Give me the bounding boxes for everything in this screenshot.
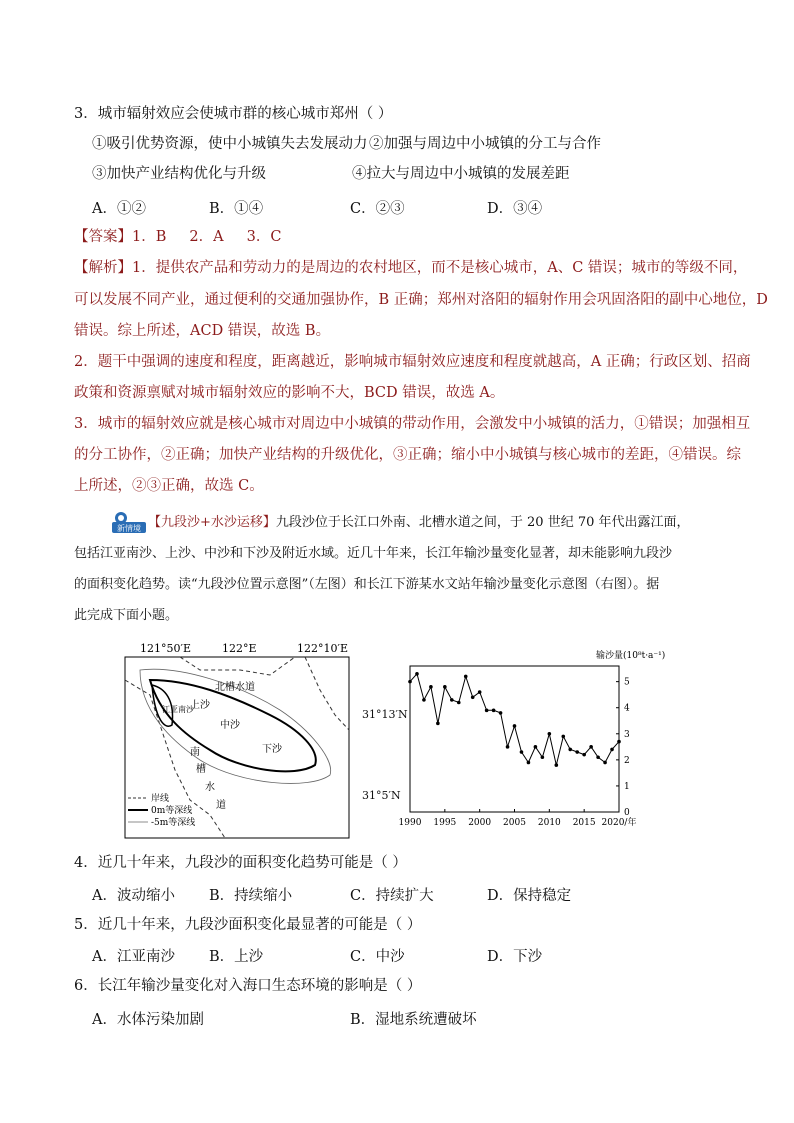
data-point bbox=[471, 695, 475, 699]
map-lat-1: 31°13′N bbox=[362, 708, 408, 721]
analysis-line-4: 2．题干中强调的速度和程度，距离越近，影响城市辐射效应速度和程度就越高，A 正确；行政区划、招商 bbox=[74, 354, 751, 370]
data-point bbox=[541, 755, 545, 759]
q3-choice-d: D．③④ bbox=[487, 201, 543, 217]
case-line-4: 此完成下面小题。 bbox=[74, 608, 179, 623]
case-line-3: 的面积变化趋势。读“九段沙位置示意图”（左图）和长江下游某水文站年输沙量变化示意图（右图）。据 bbox=[74, 577, 660, 592]
data-point bbox=[422, 698, 426, 702]
data-point bbox=[429, 685, 433, 689]
y-tick-label: 2 bbox=[624, 755, 630, 766]
new-context-badge-icon bbox=[112, 511, 146, 533]
map-lon-1: 121°50′E bbox=[140, 642, 192, 655]
y-tick-label: 4 bbox=[624, 703, 630, 714]
data-point bbox=[457, 701, 461, 705]
q4-choice-b: B．持续缩小 bbox=[209, 888, 293, 904]
map-label-xiasha: 下沙 bbox=[262, 744, 282, 755]
x-tick-label: 2020/年 bbox=[601, 818, 637, 828]
y-tick-label: 1 bbox=[624, 781, 630, 792]
y-tick-label: 3 bbox=[624, 729, 630, 740]
data-point bbox=[499, 711, 503, 715]
analysis-line-1 bbox=[74, 258, 747, 278]
analysis-line-6: 3．城市的辐射效应就是核心城市对周边中小城镇的带动作用，会激发中小城镇的活力，①错误；加强相互 bbox=[74, 416, 751, 432]
map-label-south-2: 槽 bbox=[196, 764, 206, 775]
analysis-label: 【解析】 bbox=[74, 260, 132, 276]
case-line-2: 包括江亚南沙、上沙、中沙和下沙及附近水域。近几十年来，长江年输沙量变化显著，却未能影响九段沙 bbox=[74, 546, 673, 561]
data-point bbox=[527, 761, 531, 765]
data-point bbox=[478, 690, 482, 694]
map-lon-3: 122°10′E bbox=[297, 642, 349, 655]
map-lat-2: 31°5′N bbox=[362, 789, 401, 802]
case-tag: 【九段沙+水沙运移】 bbox=[148, 515, 276, 530]
chart-ylabel: 输沙量(10⁸t·a⁻¹) bbox=[596, 651, 666, 661]
analysis-line-5: 政策和资源禀赋对城市辐射效应的影响不大，BCD 错误，故选 A。 bbox=[74, 385, 505, 401]
answer-label: 【答案】 bbox=[74, 229, 132, 245]
q5-choice-c: C．中沙 bbox=[350, 949, 405, 965]
q6-stem: 6．长江年输沙量变化对入海口生态环境的影响是（ ） bbox=[74, 978, 422, 994]
analysis-line-3: 错误。综上所述，ACD 错误，故选 B。 bbox=[74, 323, 331, 339]
data-point bbox=[561, 735, 565, 739]
q3-stem: 3．城市辐射效应会使城市群的核心城市郑州（ ） bbox=[74, 106, 393, 122]
q3-option-3: ③加快产业结构优化与升级 bbox=[92, 166, 266, 182]
q3-option-4: ④拉大与周边中小城镇的发展差距 bbox=[352, 166, 570, 182]
sediment-discharge-chart bbox=[398, 644, 666, 830]
x-tick-label: 2000 bbox=[468, 818, 492, 828]
analysis-line-8: 上所述，②③正确，故选 C。 bbox=[74, 478, 264, 494]
q5-choice-b: B．上沙 bbox=[209, 949, 264, 965]
q3-choice-c: C．②③ bbox=[350, 201, 405, 217]
legend-0m: 0m等深线 bbox=[151, 806, 193, 816]
q4-choice-c: C．持续扩大 bbox=[350, 888, 434, 904]
q3-choice-b: B．①④ bbox=[209, 201, 264, 217]
data-point bbox=[568, 748, 572, 752]
map-label-south-1: 南 bbox=[190, 747, 200, 758]
q4-choice-d: D．保持稳定 bbox=[487, 888, 572, 904]
q3-choice-a: A．①② bbox=[92, 201, 146, 217]
q6-choice-b: B．湿地系统遭破坏 bbox=[350, 1012, 477, 1028]
x-tick-label: 2015 bbox=[572, 818, 596, 828]
q5-stem: 5．近几十年来，九段沙面积变化最显著的可能是（ ） bbox=[74, 917, 422, 933]
data-point bbox=[548, 732, 552, 736]
badge-text: 新情境 bbox=[117, 524, 141, 533]
data-point bbox=[492, 709, 496, 713]
legend-5m: -5m等深线 bbox=[151, 818, 196, 828]
map-label-jiangyanansha: 江亚南沙 bbox=[162, 705, 194, 714]
case-text-1: 九段沙位于长江口外南、北槽水道之间，于 20 世纪 70 年代出露江面， bbox=[275, 515, 690, 530]
data-point bbox=[582, 753, 586, 757]
map-label-south-3: 水 bbox=[205, 782, 215, 793]
data-point bbox=[450, 698, 454, 702]
answer-block bbox=[74, 227, 282, 247]
q4-stem: 4．近几十年来，九段沙的面积变化趋势可能是（ ） bbox=[74, 855, 407, 871]
data-point bbox=[408, 680, 412, 684]
q6-choice-a: A．水体污染加剧 bbox=[92, 1012, 204, 1028]
data-point bbox=[464, 675, 468, 679]
analysis-line-7: 的分工协作，②正确；加快产业结构的升级优化，③正确；缩小中小城镇与核心城市的差距，④错误。综 bbox=[74, 447, 741, 463]
data-point bbox=[506, 745, 510, 749]
map-label-north-channel: 北槽水道 bbox=[215, 682, 255, 693]
data-point bbox=[520, 750, 524, 754]
analysis-line-2: 可以发展不同产业，通过便利的交通加强协作，B 正确；郑州对洛阳的辐射作用会巩固洛阳的副中心地位，D bbox=[74, 292, 768, 308]
data-point bbox=[436, 722, 440, 726]
y-tick-label: 0 bbox=[624, 808, 630, 818]
x-tick-label: 2005 bbox=[503, 818, 526, 828]
data-point bbox=[534, 745, 538, 749]
data-point bbox=[610, 748, 614, 752]
analysis-text-1: 1．提供农产品和劳动力的是周边的农村地区，而不是核心城市，A、C 错误；城市的等级不同， bbox=[132, 260, 748, 276]
case-line-1 bbox=[148, 513, 690, 533]
map-label-zhongsha: 中沙 bbox=[220, 720, 240, 731]
map-lon-2: 122°E bbox=[222, 642, 257, 655]
q5-choice-a: A．江亚南沙 bbox=[92, 949, 175, 965]
x-tick-label: 1995 bbox=[433, 818, 457, 828]
y-tick-label: 5 bbox=[624, 677, 630, 688]
data-point bbox=[596, 755, 600, 759]
q4-choice-a: A．波动缩小 bbox=[92, 888, 175, 904]
jiuduansha-location-map bbox=[120, 640, 360, 840]
q3-option-1: ①吸引优势资源，使中小城镇失去发展动力 bbox=[92, 136, 368, 152]
x-tick-label: 2010 bbox=[537, 818, 561, 828]
data-point bbox=[589, 745, 593, 749]
data-point bbox=[415, 672, 419, 676]
answer-text: 1．B 2．A 3．C bbox=[132, 229, 282, 245]
legend-coast: 岸线 bbox=[151, 794, 170, 804]
map-label-south-4: 道 bbox=[216, 800, 226, 811]
chart-plot-frame bbox=[410, 666, 619, 812]
data-point bbox=[555, 763, 559, 767]
series-line bbox=[410, 674, 619, 765]
q3-option-2: ②加强与周边中小城镇的分工与合作 bbox=[369, 136, 601, 152]
data-point bbox=[485, 709, 489, 713]
data-point bbox=[443, 685, 447, 689]
data-point bbox=[603, 761, 607, 765]
data-point bbox=[575, 750, 579, 754]
data-point bbox=[513, 724, 517, 728]
map-label-shangsha: 上沙 bbox=[190, 700, 210, 711]
data-point bbox=[617, 740, 621, 744]
q5-choice-d: D．下沙 bbox=[487, 949, 543, 965]
x-tick-label: 1990 bbox=[398, 818, 422, 828]
